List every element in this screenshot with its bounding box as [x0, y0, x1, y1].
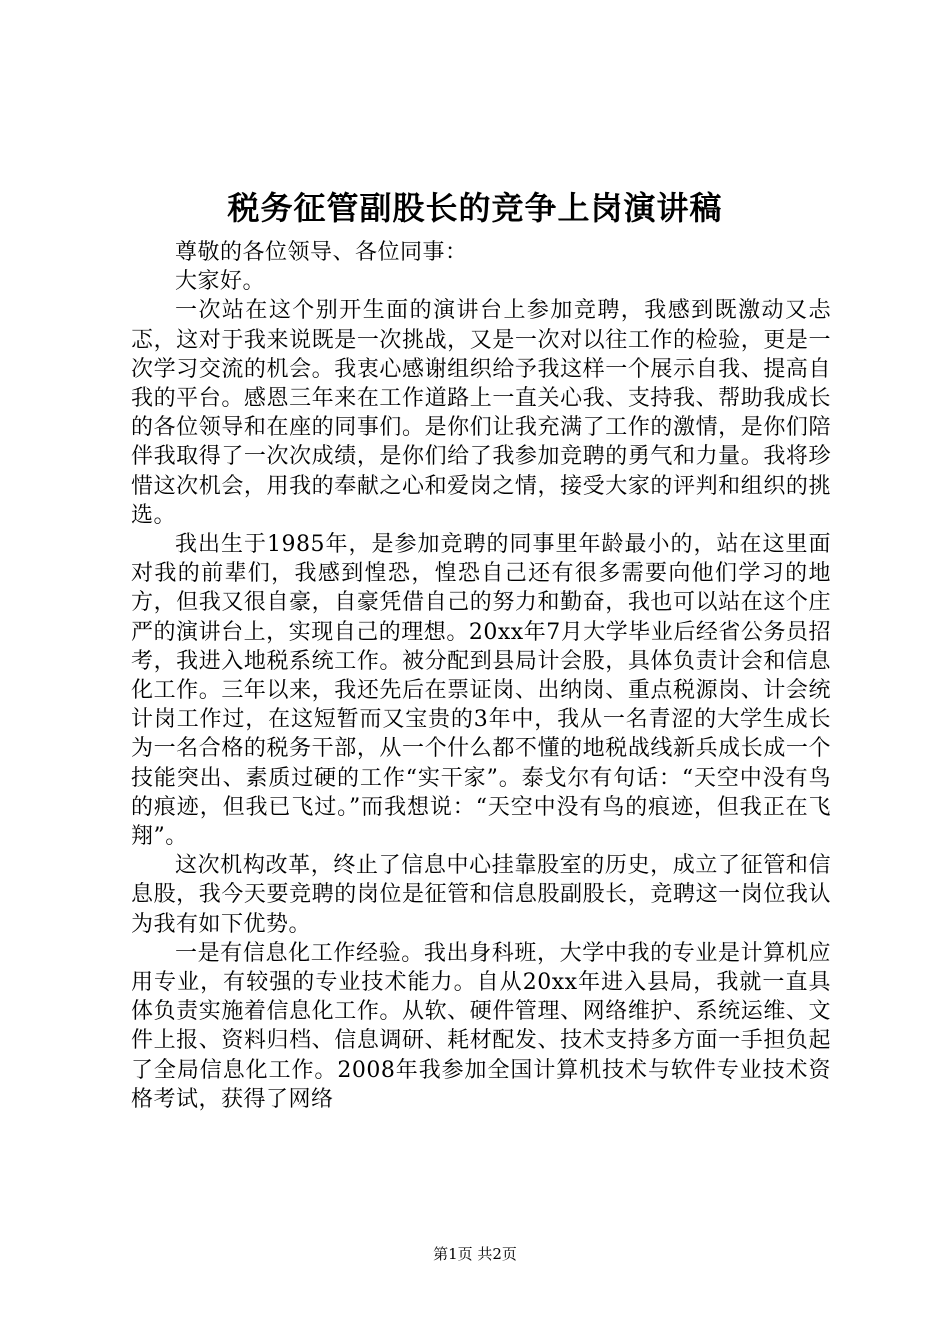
paragraph-opening: 一次站在这个别开生面的演讲台上参加竞聘，我感到既激动又忐忑，这对于我来说既是一次挑战，又是一次对以往工作的检验，更是一次学习交流的机会。我衷心感谢组织给予我这样一个展示自我、提高自我的平台。感恩三年来在工作道路上一直关心我、支持我、帮助我成长的各位领导和在座的同事们。是你们让我充满了工作的激情，是你们陪伴我取得了一次次成绩，是你们给了我参加竞聘的勇气和力量。我将珍惜这次机会，用我的奉献之心和爱岗之情，接受大家的评判和组织的挑选。 — [131, 298, 831, 528]
page-number: 第1页 共2页 — [433, 1245, 517, 1263]
document-body — [131, 238, 831, 1114]
paragraph-advantage-1: 一是有信息化工作经验。我出身科班，大学中我的专业是计算机应用专业，有较强的专业技术能力。自从20xx年进入县局，我就一直具体负责实施着信息化工作。从软、硬件管理、网络维护、系统运维、文件上报、资料归档、信息调研、耗材配发、技术支持多方面一手担负起了全局信息化工作。2008年我参加全国计算机技术与软件专业技术资格考试，获得了网络 — [131, 940, 831, 1112]
paragraph-greeting: 大家好。 — [175, 269, 266, 295]
paragraph-background: 我出生于1985年，是参加竞聘的同事里年龄最小的，站在这里面对我的前辈们，我感到惶恐，惶恐自己还有很多需要向他们学习的地方，但我又很自豪，自豪凭借自己的努力和勤奋，我也可以站在这个庄严的演讲台上，实现自己的理想。20xx年7月大学毕业后经省公务员招考，我进入地税系统工作。被分配到县局计会股，具体负责计会和信息化工作。三年以来，我还先后在票证岗、出纳岗、重点税源岗、计会统计岗工作过，在这短暂而又宝贵的3年中，我从一名青涩的大学生成长为一名合格的税务干部，从一个什么都不懂的地税战线新兵成长成一个技能突出、素质过硬的工作“实干家”。泰戈尔有句话：“天空中没有鸟的痕迹，但我已飞过。”而我想说：“天空中没有鸟的痕迹，但我正在飞翔”。 — [131, 532, 831, 850]
document-title: 税务征管副股长的竞争上岗演讲稿 — [227, 189, 723, 227]
paragraph-salutation: 尊敬的各位领导、各位同事： — [175, 240, 468, 265]
paragraph-position: 这次机构改革，终止了信息中心挂靠股室的历史，成立了征管和信息股，我今天要竞聘的岗位是征管和信息股副股长，竞聘这一岗位我认为我有如下优势。 — [131, 853, 831, 937]
